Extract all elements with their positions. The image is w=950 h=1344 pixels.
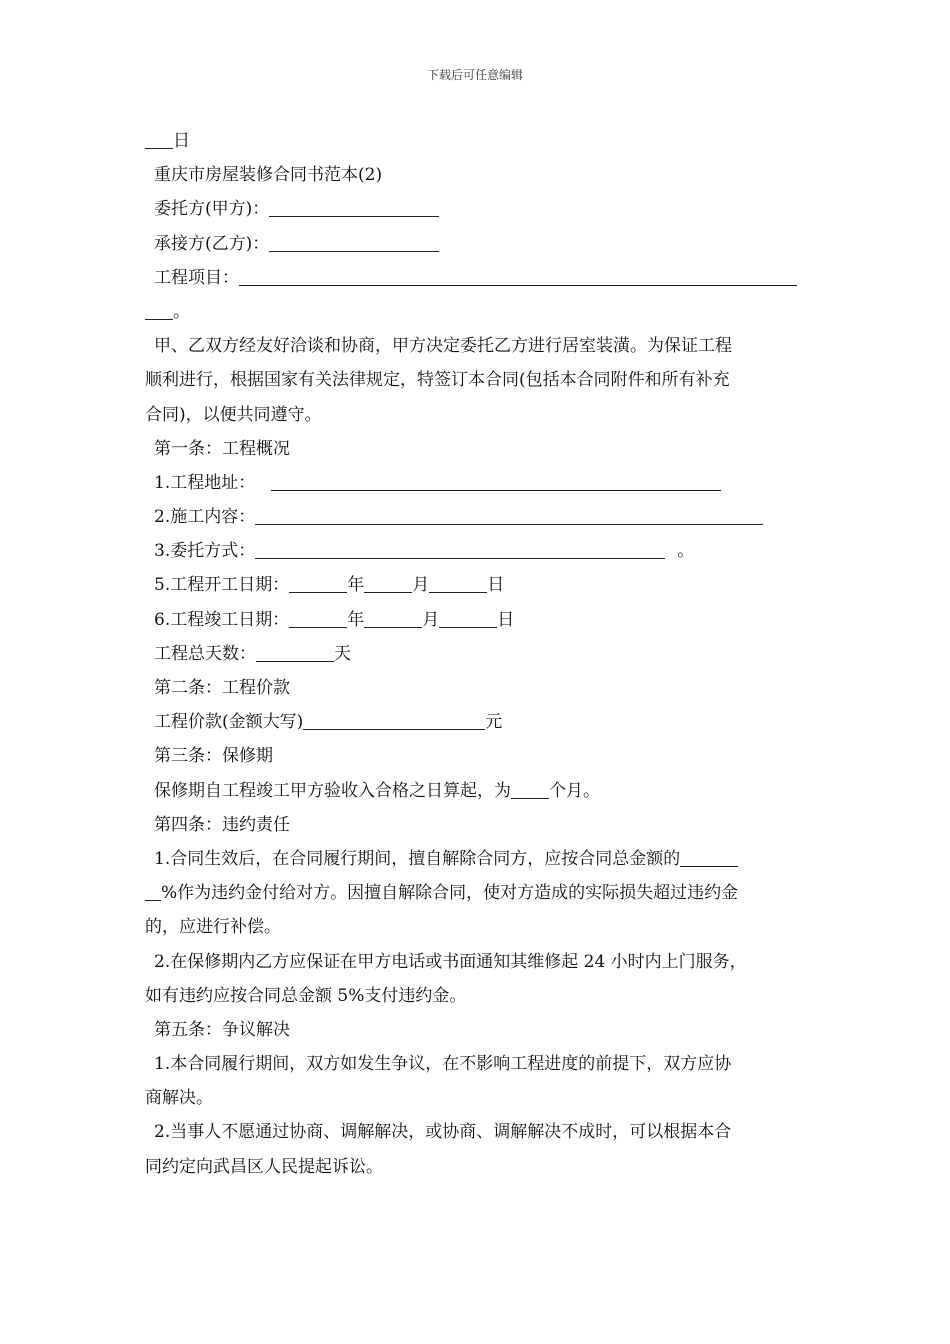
warranty-months-blank[interactable]	[511, 779, 549, 799]
start-day-blank[interactable]	[429, 573, 487, 593]
section-heading: 第五条：争议解决	[154, 1019, 290, 1040]
date-day-line: 日	[145, 124, 810, 158]
breach-clause-line: 2.在保修期内乙方应保证在甲方电话或书面通知其维修起 24 小时内上门服务，	[154, 951, 747, 972]
section-heading: 第三条：保修期	[154, 746, 273, 767]
penalty-percent-blank-continued[interactable]	[145, 881, 161, 901]
breach-clause-line: %作为违约金付给对方。因擅自解除合同，使对方造成的实际损失超过违约金	[145, 876, 810, 910]
client-party-line: 委托方(甲方)：	[145, 192, 810, 226]
document-title: 重庆市房屋装修合同书范本(2)	[154, 165, 383, 186]
project-address-line: 1.工程地址：	[145, 466, 810, 500]
contract-price-blank[interactable]	[303, 710, 485, 730]
project-blank[interactable]	[239, 266, 797, 286]
section-heading: 第四条：违约责任	[154, 814, 290, 835]
paragraph-line: 甲、乙双方经友好洽谈和协商，甲方决定委托乙方进行居室装潢。为保证工程	[154, 336, 732, 357]
contract-body	[145, 124, 810, 1184]
address-blank[interactable]	[271, 471, 721, 491]
penalty-percent-blank[interactable]	[680, 847, 738, 867]
construction-content-line: 2.施工内容：	[145, 500, 810, 534]
breach-clause-line: 如有违约应按合同总金额 5%支付违约金。	[145, 985, 467, 1006]
project-blank-continued[interactable]	[145, 300, 173, 320]
project-line-continued: 。	[145, 295, 810, 329]
dispute-clause-line: 2.当事人不愿通过协商、调解解决，或协商、调解解决不成时，可以根据本合	[154, 1122, 732, 1143]
paragraph-line: 合同)，以便共同遵守。	[145, 404, 322, 425]
project-line: 工程项目：	[145, 261, 810, 295]
construction-content-blank[interactable]	[255, 505, 763, 525]
total-days-blank[interactable]	[256, 642, 334, 662]
client-name-blank[interactable]	[269, 197, 439, 217]
start-date-line: 5.工程开工日期： 年 月 日	[154, 575, 505, 596]
breach-clause-line: 的，应进行补偿。	[145, 917, 281, 938]
warranty-line: 保修期自工程竣工甲方验收入合格之日算起，为 个月。	[154, 780, 600, 801]
completion-date-line: 6.工程竣工日期： 年 月 日	[154, 609, 515, 630]
section-heading: 第二条：工程价款	[154, 678, 290, 698]
completion-year-blank[interactable]	[289, 608, 347, 628]
dispute-clause-line: 同约定向武昌区人民提起诉讼。	[145, 1156, 383, 1177]
contractor-name-blank[interactable]	[269, 232, 439, 252]
dispute-clause-line: 商解决。	[145, 1088, 213, 1109]
blank-line[interactable]	[145, 129, 173, 149]
page-header: 下载后可任意编辑	[426, 68, 523, 82]
commission-method-blank[interactable]	[255, 539, 665, 559]
start-month-blank[interactable]	[364, 573, 412, 593]
total-days-line: 工程总天数： 天	[154, 643, 351, 664]
section-heading: 第一条：工程概况	[154, 438, 290, 459]
contractor-party-line: 承接方(乙方)：	[145, 227, 810, 261]
dispute-clause-line: 1.本合同履行期间，双方如发生争议，在不影响工程进度的前提下，双方应协	[154, 1054, 732, 1075]
completion-month-blank[interactable]	[364, 608, 422, 628]
start-year-blank[interactable]	[289, 573, 347, 593]
breach-clause-line: 1.合同生效后，在合同履行期间，擅自解除合同方，应按合同总金额的	[145, 842, 810, 876]
contract-price-line: 工程价款(金额大写) 元	[154, 712, 503, 733]
paragraph-line: 顺利进行，根据国家有关法律规定，特签订本合同(包括本合同附件和所有补充	[145, 370, 730, 391]
completion-day-blank[interactable]	[439, 608, 497, 628]
commission-method-line: 3.委托方式： 。	[154, 541, 695, 562]
